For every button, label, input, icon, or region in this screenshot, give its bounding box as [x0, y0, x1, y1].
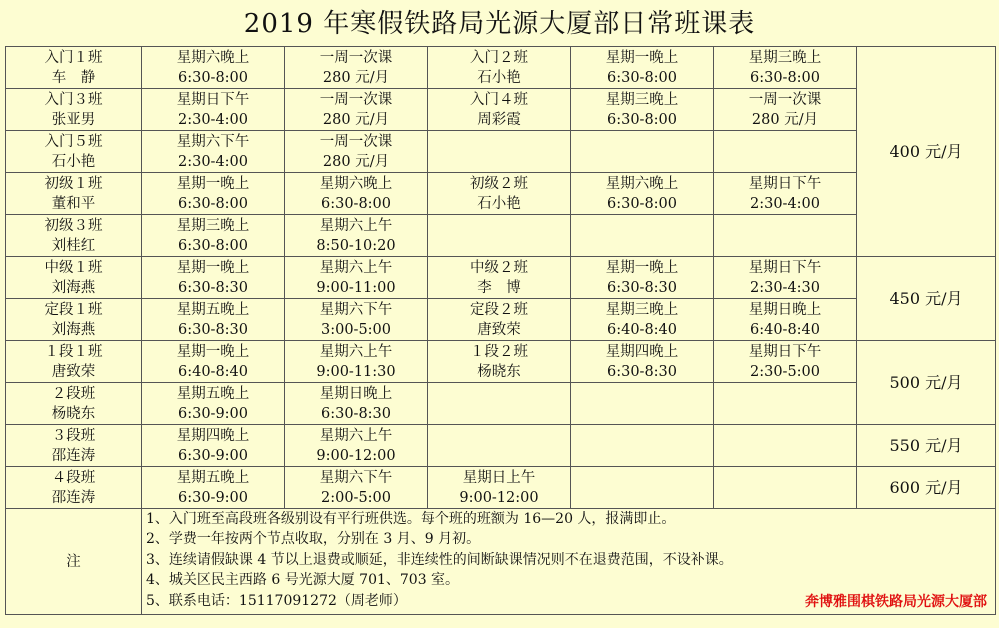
session-cell: [285, 383, 428, 425]
cell-line-2: 280 元/月: [322, 153, 390, 170]
cell-line-1: 一周一次课: [319, 49, 393, 66]
cell-line-1: 一周一次课: [319, 133, 393, 150]
cell-line-2: 9:00-11:00: [316, 279, 396, 296]
class-cell: [6, 215, 142, 257]
cell-line-2: 6:30-8:00: [606, 195, 678, 212]
cell-line-1: 星期六上午: [319, 427, 393, 444]
session-cell: [571, 341, 714, 383]
session-cell: [714, 299, 857, 341]
schedule-row: [6, 215, 996, 257]
cell-line-2: 3:00-5:00: [320, 321, 392, 338]
cell-line-1: [571, 426, 713, 446]
session-cell: [714, 215, 857, 257]
cell-line-2: [714, 488, 856, 508]
cell-line-2: 6:30-8:30: [606, 279, 678, 296]
cell-line-1: [714, 384, 856, 404]
cell-line-2: 6:30-8:00: [320, 195, 392, 212]
class-cell: [6, 257, 142, 299]
cell-line-2: 石小艳: [477, 69, 521, 86]
cell-line-2: 6:30-8:30: [320, 405, 392, 422]
cell-line-2: 280 元/月: [322, 111, 390, 128]
cell-line-1: 星期六下午: [176, 133, 250, 150]
notes-row: [6, 509, 996, 615]
fee-cell: 600 元/月: [857, 467, 996, 509]
cell-line-2: 2:30-4:00: [749, 195, 821, 212]
cell-line-1: 星期六上午: [319, 259, 393, 276]
cell-line-2: 唐致荣: [51, 363, 96, 380]
cell-line-1: [571, 216, 713, 236]
cell-line-1: 星期日下午: [748, 343, 822, 360]
cell-line-1: 星期日下午: [748, 259, 822, 276]
cell-line-2: 6:30-8:00: [606, 69, 678, 86]
brand-name: 奔博雅围棋铁路局光源大厦部: [805, 594, 987, 610]
cell-line-2: 6:30-9:00: [177, 489, 249, 506]
cell-line-1: 星期三晚上: [605, 301, 679, 318]
cell-line-1: 中级２班: [470, 259, 528, 276]
class-cell: [428, 299, 571, 341]
cell-line-1: 星期日上午: [462, 469, 536, 486]
cell-line-2: [428, 152, 570, 172]
cell-line-1: ２段班: [51, 385, 96, 402]
cell-line-2: [714, 236, 856, 256]
cell-line-2: 2:30-4:00: [177, 153, 249, 170]
cell-line-1: 星期五晚上: [176, 301, 250, 318]
cell-line-2: 6:30-8:00: [177, 237, 249, 254]
cell-line-2: 唐致荣: [477, 321, 521, 338]
cell-line-1: [571, 468, 713, 488]
session-cell: [571, 47, 714, 89]
cell-line-2: 刘海燕: [51, 279, 96, 296]
cell-line-1: 星期三晚上: [605, 91, 679, 108]
cell-line-1: 星期六下午: [319, 301, 393, 318]
cell-line-2: 邵连涛: [51, 489, 96, 506]
cell-line-2: [714, 404, 856, 424]
class-cell: [6, 341, 142, 383]
cell-line-1: ４段班: [51, 469, 96, 486]
cell-line-2: 6:30-8:00: [606, 111, 678, 128]
cell-line-2: 6:30-8:00: [749, 69, 821, 86]
session-cell: [142, 173, 285, 215]
cell-line-1: 星期六上午: [319, 343, 393, 360]
cell-line-1: [428, 426, 570, 446]
cell-line-1: [571, 384, 713, 404]
cell-line-2: 6:30-8:30: [177, 321, 249, 338]
cell-line-1: [714, 132, 856, 152]
cell-line-1: 入门１班: [44, 49, 103, 66]
schedule-row: [6, 341, 996, 383]
session-cell: [714, 467, 857, 509]
cell-line-1: 初级３班: [44, 217, 103, 234]
session-cell: [714, 47, 857, 89]
cell-line-2: 9:00-12:00: [459, 489, 539, 506]
cell-line-2: 6:40-8:40: [749, 321, 821, 338]
cell-line-2: 邵连涛: [51, 447, 96, 464]
cell-line-1: 星期四晚上: [605, 343, 679, 360]
cell-line-1: [428, 132, 570, 152]
notes-content: [142, 509, 996, 615]
session-cell: [285, 131, 428, 173]
session-cell: [714, 425, 857, 467]
cell-line-2: 9:00-11:30: [316, 363, 396, 380]
cell-line-1: 中级１班: [44, 259, 103, 276]
session-cell: [571, 173, 714, 215]
cell-line-1: 星期六晚上: [605, 175, 679, 192]
class-cell: [428, 383, 571, 425]
cell-line-1: 定段１班: [44, 301, 103, 318]
schedule-row: [6, 47, 996, 89]
session-cell: [714, 131, 857, 173]
cell-line-1: １段２班: [470, 343, 528, 360]
schedule-row: [6, 131, 996, 173]
session-cell: [714, 173, 857, 215]
class-cell: [428, 131, 571, 173]
cell-line-2: 2:30-5:00: [749, 363, 821, 380]
session-cell: [142, 47, 285, 89]
cell-line-1: 初级１班: [44, 175, 103, 192]
session-cell: [571, 383, 714, 425]
cell-line-1: 星期一晚上: [176, 343, 250, 360]
page-title: 2019 年寒假铁路局光源大厦部日常班课表: [243, 9, 756, 39]
cell-line-1: 星期六晚上: [319, 175, 393, 192]
cell-line-2: 杨晓东: [477, 363, 521, 380]
fee-cell: 500 元/月: [857, 341, 996, 425]
fee-cell: 550 元/月: [857, 425, 996, 467]
notes-label: 注: [6, 509, 142, 615]
session-cell: [142, 131, 285, 173]
session-cell: [285, 341, 428, 383]
class-cell: [6, 47, 142, 89]
cell-line-2: 9:00-12:00: [316, 447, 396, 464]
cell-line-2: [714, 446, 856, 466]
class-cell: [428, 341, 571, 383]
session-cell: [285, 257, 428, 299]
cell-line-1: 入门４班: [470, 91, 528, 108]
cell-line-2: 280 元/月: [751, 111, 819, 128]
cell-line-1: 定段２班: [470, 301, 528, 318]
cell-line-2: 2:30-4:00: [177, 111, 249, 128]
session-cell: [571, 299, 714, 341]
session-cell: [571, 425, 714, 467]
cell-line-1: [428, 216, 570, 236]
note-line: 5、联系电话：15117091272（周老师）: [146, 592, 407, 609]
cell-line-2: [428, 404, 570, 424]
session-cell: [142, 299, 285, 341]
session-cell: [571, 131, 714, 173]
cell-line-1: 星期五晚上: [176, 385, 250, 402]
cell-line-1: 星期五晚上: [176, 469, 250, 486]
note-line: 2、学费一年按两个节点收取，分别在 3 月、9 月初。: [146, 531, 481, 548]
class-cell: [428, 467, 571, 509]
cell-line-1: 星期三晚上: [748, 49, 822, 66]
session-cell: [285, 89, 428, 131]
cell-line-2: 石小艳: [477, 195, 521, 212]
cell-line-2: 车 静: [51, 69, 96, 86]
cell-line-1: ３段班: [51, 427, 96, 444]
cell-line-2: 6:30-8:00: [177, 69, 249, 86]
schedule-table: [5, 46, 996, 615]
class-cell: [6, 425, 142, 467]
class-cell: [6, 383, 142, 425]
cell-line-2: 2:30-4:30: [749, 279, 821, 296]
class-cell: [428, 425, 571, 467]
cell-line-2: [571, 236, 713, 256]
cell-line-1: 星期六下午: [319, 469, 393, 486]
session-cell: [714, 341, 857, 383]
cell-line-1: 星期一晚上: [176, 259, 250, 276]
class-cell: [428, 89, 571, 131]
cell-line-2: [571, 152, 713, 172]
cell-line-1: [714, 426, 856, 446]
cell-line-2: [571, 404, 713, 424]
cell-line-1: [428, 384, 570, 404]
cell-line-1: 入门２班: [470, 49, 528, 66]
session-cell: [285, 467, 428, 509]
class-cell: [428, 257, 571, 299]
session-cell: [142, 425, 285, 467]
cell-line-2: 刘桂红: [51, 237, 96, 254]
session-cell: [571, 89, 714, 131]
schedule-row: [6, 257, 996, 299]
session-cell: [142, 341, 285, 383]
session-cell: [142, 383, 285, 425]
cell-line-1: 星期六上午: [319, 217, 393, 234]
session-cell: [285, 425, 428, 467]
schedule-row: [6, 173, 996, 215]
cell-line-2: [571, 446, 713, 466]
schedule-row: [6, 467, 996, 509]
cell-line-1: 初级２班: [470, 175, 528, 192]
cell-line-2: 6:40-8:40: [606, 321, 678, 338]
schedule-row: [6, 299, 996, 341]
cell-line-2: 2:00-5:00: [320, 489, 392, 506]
cell-line-1: 星期日晚上: [319, 385, 393, 402]
session-cell: [571, 215, 714, 257]
note-line: 4、城关区民主西路 6 号光源大厦 701、703 室。: [146, 572, 460, 589]
cell-line-2: 8:50-10:20: [316, 237, 396, 254]
session-cell: [142, 89, 285, 131]
cell-line-1: 星期四晚上: [176, 427, 250, 444]
fee-cell: 450 元/月: [857, 257, 996, 341]
cell-line-2: 董和平: [51, 195, 96, 212]
session-cell: [714, 257, 857, 299]
session-cell: [142, 257, 285, 299]
session-cell: [571, 257, 714, 299]
cell-line-1: 入门５班: [44, 133, 103, 150]
cell-line-1: 入门３班: [44, 91, 103, 108]
cell-line-1: 星期三晚上: [176, 217, 250, 234]
session-cell: [142, 467, 285, 509]
cell-line-2: 李 博: [477, 279, 521, 296]
cell-line-1: 星期六晚上: [176, 49, 250, 66]
schedule-row: [6, 425, 996, 467]
note-line: 1、入门班至高段班各级别设有平行班供选。每个班的班额为 16—20 人，报满即止。: [146, 511, 676, 527]
cell-line-2: 6:30-8:30: [606, 363, 678, 380]
cell-line-2: 刘海燕: [51, 321, 96, 338]
class-cell: [428, 215, 571, 257]
cell-line-2: [714, 152, 856, 172]
session-cell: [285, 173, 428, 215]
class-cell: [6, 467, 142, 509]
cell-line-2: [428, 446, 570, 466]
schedule-row: [6, 89, 996, 131]
class-cell: [6, 299, 142, 341]
cell-line-2: [571, 488, 713, 508]
cell-line-1: 一周一次课: [748, 91, 822, 108]
cell-line-2: 6:30-9:00: [177, 447, 249, 464]
cell-line-1: 星期一晚上: [605, 259, 679, 276]
cell-line-2: 周彩霞: [477, 111, 521, 128]
session-cell: [142, 215, 285, 257]
cell-line-1: 一周一次课: [319, 91, 393, 108]
cell-line-1: 星期一晚上: [176, 175, 250, 192]
session-cell: [571, 467, 714, 509]
cell-line-2: 6:30-9:00: [177, 405, 249, 422]
class-cell: [428, 47, 571, 89]
cell-line-2: 杨晓东: [51, 405, 96, 422]
cell-line-2: 张亚男: [51, 111, 96, 128]
class-cell: [428, 173, 571, 215]
session-cell: [285, 299, 428, 341]
cell-line-1: 星期日晚上: [748, 301, 822, 318]
cell-line-1: [571, 132, 713, 152]
cell-line-2: [428, 236, 570, 256]
cell-line-1: １段１班: [44, 343, 103, 360]
fee-cell: 400 元/月: [857, 47, 996, 257]
note-line: 3、连续请假缺课 4 节以上退费或顺延，非连续性的间断缺课情况则不在退费范围，不设补课。: [146, 551, 733, 568]
class-cell: [6, 131, 142, 173]
session-cell: [714, 89, 857, 131]
session-cell: [714, 383, 857, 425]
class-cell: [6, 173, 142, 215]
cell-line-2: 280 元/月: [322, 69, 390, 86]
session-cell: [285, 47, 428, 89]
cell-line-1: [714, 216, 856, 236]
class-cell: [6, 89, 142, 131]
cell-line-2: 6:30-8:30: [177, 279, 249, 296]
cell-line-2: 6:40-8:40: [177, 363, 249, 380]
cell-line-2: 石小艳: [51, 153, 96, 170]
cell-line-1: [714, 468, 856, 488]
cell-line-1: 星期日下午: [748, 175, 822, 192]
cell-line-1: 星期日下午: [176, 91, 250, 108]
session-cell: [285, 215, 428, 257]
cell-line-1: 星期一晚上: [605, 49, 679, 66]
cell-line-2: 6:30-8:00: [177, 195, 249, 212]
schedule-row: [6, 383, 996, 425]
